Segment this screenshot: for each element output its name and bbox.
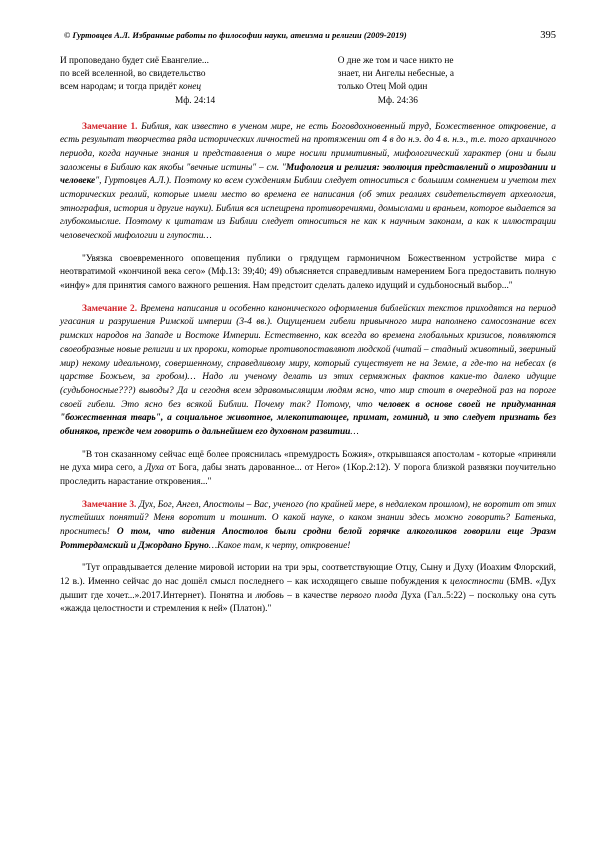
note-3-label: Замечание 3.: [82, 499, 137, 510]
epigraph-right-line-1: О дне же том и часе никто не: [337, 56, 454, 66]
epigraph-right-column: [326, 55, 556, 108]
note-3-emphasis: О том, что видения Апостолов были сродни белой горячке алкоголиков говорили еще Эразм Роттердамский и Джордано Бруно: [60, 526, 556, 551]
header-title: © Гуртовцев А.Л. Избранные работы по философии науки, атеизма и религии (2009-2019): [64, 31, 407, 40]
note-3-paragraph: [60, 499, 556, 554]
quote-3-emphasis-3: первого плода: [340, 590, 398, 601]
quote-2-emphasis: Духа: [145, 463, 164, 474]
quote-2-paragraph: [60, 449, 556, 490]
note-2-text-c: …: [350, 426, 359, 437]
quote-1-paragraph: "Увязка своевременного оповещения публики о грядущем гармоничном Божественном устройстве мира с неотвратимой «кончиной века сего» (Мф.13: 39;40; 49) объясняется справедливым намерением Бога предоставить полную «инфу» для принятия самого важного решения. Нам предстоит сделать далеко идущий и судьбоносный выбор...": [60, 253, 556, 292]
note-1-paragraph: [60, 121, 556, 244]
epigraph-left-line-3-text: всем народам; и тогда придёт: [60, 82, 179, 93]
epigraph-left-line-2: по всей вселенной, во свидетельство: [60, 69, 206, 80]
epigraph-block: [60, 55, 556, 108]
note-3-text-c: …Какое там, к черту, откровение!: [208, 540, 351, 551]
page-running-header: [60, 30, 556, 41]
quote-3-text-c: (БМВ. «Дух дышит где хочет...».2017.Интернет). Понятна и: [60, 576, 556, 601]
epigraph-left-column: [60, 55, 303, 108]
note-2-emphasis: человек в основе своей не придуманная "божественная тварь", а социальное животное, млекопитающее, примат, гоминид, и это следует признать без обиняков, прежде чем говорить о дальнейшем его духовном развитии: [60, 399, 556, 437]
note-2-text-a: Времена написания и особенно канонического оформления библейских текстов приходятся на период угасания и разрушения Римской империи (3-4 вв.). Ощущением гибели привычного мира наполнено самосознание всех римских народов на Западе и Востоке Империи. Естественно, как всегда во времена глобальных кризисов, появляются своеобразные новые религии и их пророки, которые противопоставляют людской (читай – стадный животный, звериный мир) некому идеальному, совершенному, справедливому миру, который существует не на Земле, а где-то на небесах (в царстве Божьем, за гробом)… Надо ли ученому делать из этих сермяжных фактов какие-то далеко идущие (судьбоносные???) выводы? Да и сегодня всем здравомыслящим людям ясно, что мир стоит в очередной раз на пороге своей гибели. Это ясно без всякой Библии. Почему так? Потому, что: [60, 303, 556, 410]
note-1-text-b: ", Гуртовцев А.Л.). Поэтому ко всем суждениям Библии следует относиться с большим сомнением и учетом тех исторических реалий, которые имели место во времена ее написания (об этих реалиях свидетельствует археология, этнография, история и другие науки). Библия вся испещрена противоречиями, домыслами и враньем, которое выдается за глубокомыслие. Поэтому к цитатам из Библии следует относиться не как к научным законам, а как к иллюстрации человеческой мифологии и глупости…: [60, 176, 556, 242]
note-3-text-a: Дух, Бог, Ангел, Апостолы – Вас, ученого (по крайней мере, в недалеком прошлом), не воротит от этих пустейших понятий? Меня воротит и тошнит. О какой науке, о каком знании здесь можно говорить? Батенька, проснитесь!: [60, 499, 556, 537]
quote-2-text-a: "В тон сказанному сейчас ещё более прояснилась «премудрость Божия», открывшаяся апостолам - которые «приняли не духа мира сего, а: [60, 449, 556, 474]
quote-3-text-g: Духа (Гал..5:22) – поскольку она суть «жажда целостности и стремления к ней» (Платон).": [60, 590, 557, 615]
quote-3-text-e: – в качестве: [283, 590, 341, 601]
quote-3-emphasis-2: любовь: [255, 590, 284, 601]
quote-3-paragraph: [60, 562, 556, 617]
note-2-label: Замечание 2.: [82, 303, 138, 314]
quote-3-emphasis-1: целостности: [450, 576, 504, 587]
quote-2-text-c: от Бога, дабы знать дарованное... от Него» (1Кор.2:12). У порога близкой развязки поучительно проследить нарастание откровения...": [60, 463, 556, 487]
epigraph-left-line-1: И проповедано будет сиё Евангелие...: [60, 56, 209, 66]
note-1-book-title: Мифология и религия: эволюция представлений о мироздании и человеке: [60, 162, 556, 187]
note-2-paragraph: [60, 303, 556, 440]
quote-3-text-a: "Тут оправдывается деление мировой истории на три эры, соответствующие Отцу, Сыну и Духу (Иоахим Флорский, 12 в.). Именно сейчас до нас дошёл смысл последнего – как исходящего свыше побуждения к: [60, 563, 556, 587]
epigraph-left-reference: Мф. 24:14: [175, 95, 216, 106]
epigraph-right-line-3: только Отец Мой один: [337, 82, 428, 93]
epigraph-right-reference: Мф. 24:36: [377, 95, 418, 106]
page-number: 395: [540, 30, 556, 41]
epigraph-right-line-2: знает, ни Ангелы небесные, а: [337, 69, 454, 80]
note-1-label: Замечание 1.: [82, 121, 138, 132]
epigraph-left-emphasis: конец: [178, 82, 201, 93]
note-1-text-a: Библия, как известно в ученом мире, не есть Боговдохновенный труд, Божественное откровение, а есть результат творчества ряда исторических личностей на протяжении от 4 в до н.э. до 4 в. н.э., т.е. того архаичного периода, когда научные знания и представления о мире носили примитивный, мифологический характер (они и были заложены в Библию как якобы "вечные истины" – см. ": [60, 121, 556, 173]
epigraph-left-line-3: [60, 81, 303, 94]
